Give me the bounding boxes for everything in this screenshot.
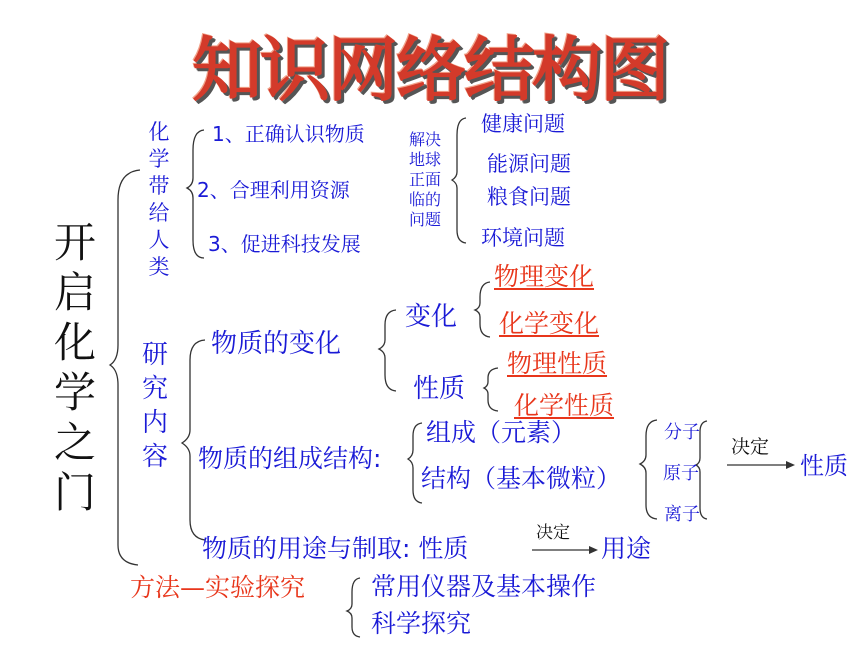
- property-result: 性质: [800, 452, 848, 480]
- decide-label: 决定: [731, 436, 770, 458]
- benefit-char: 带: [148, 174, 170, 198]
- jiegou-label: 结构（基本微粒）: [421, 464, 622, 493]
- usage-label: 物质的用途与制取: 性质: [202, 534, 469, 563]
- benefit-item: 1、正确认识物质: [212, 122, 365, 146]
- usage-result: 用途: [601, 534, 652, 563]
- root-char: 学: [53, 368, 96, 417]
- problem-item: 健康问题: [481, 112, 565, 136]
- solve-line: 解决: [408, 130, 441, 149]
- benefit-char: 学: [148, 147, 170, 171]
- change-label: 物质的变化: [211, 329, 342, 359]
- root-char: 开: [53, 218, 96, 267]
- method-label: 方法—实验探究: [130, 573, 306, 602]
- root-char: 启: [53, 268, 96, 317]
- root-label: [50, 218, 100, 518]
- benefit-char: 给: [148, 201, 170, 225]
- benefit-label: [146, 119, 172, 281]
- benefit-item: 3、促进科技发展: [208, 232, 361, 256]
- solve-line: 地球: [408, 150, 441, 169]
- research-char: 究: [141, 374, 168, 404]
- research-char: 容: [141, 442, 168, 472]
- usage-decide-label: 决定: [536, 523, 570, 543]
- benefit-char: 化: [148, 120, 170, 144]
- composition-label: 物质的组成结构:: [198, 444, 382, 473]
- root-char: 化: [53, 318, 96, 367]
- research-label: [140, 338, 170, 474]
- method-item: 常用仪器及基本操作: [371, 572, 597, 601]
- problem-item: 能源问题: [487, 152, 571, 176]
- bianhua-label: 变化: [405, 302, 458, 332]
- xingzhi-label: 性质: [413, 374, 466, 404]
- physical-property: 物理性质: [507, 349, 608, 378]
- problem-item: 环境问题: [481, 226, 565, 250]
- root-char: 之: [53, 418, 96, 467]
- chemical-property: 化学性质: [514, 391, 615, 420]
- benefit-char: 人: [148, 228, 170, 252]
- problem-item: 粮食问题: [487, 185, 571, 209]
- zucheng-label: 组成（元素）: [426, 418, 577, 447]
- chemical-change: 化学变化: [499, 309, 600, 338]
- solve-line: 问题: [408, 210, 441, 229]
- method-item: 科学探究: [371, 609, 472, 638]
- root-char: 门: [53, 468, 96, 517]
- benefit-item: 2、合理利用资源: [197, 178, 350, 202]
- benefit-char: 类: [148, 255, 170, 279]
- research-char: 研: [141, 340, 168, 370]
- page-title: 知识网络结构图: [192, 29, 668, 111]
- particle-ion: 离子: [664, 504, 700, 525]
- solve-line: 临的: [408, 190, 441, 209]
- solve-label: [403, 130, 447, 230]
- particle-atom: 原子: [663, 463, 699, 484]
- particle-molecule: 分子: [664, 422, 700, 443]
- research-char: 内: [141, 408, 168, 438]
- physical-change: 物理变化: [494, 262, 595, 291]
- solve-line: 正面: [408, 170, 441, 189]
